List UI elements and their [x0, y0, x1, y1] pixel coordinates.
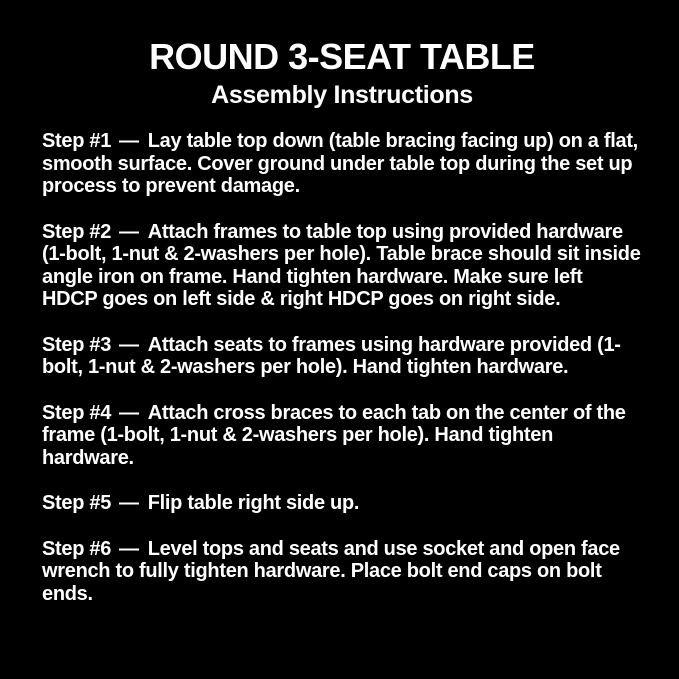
step-6-text: Level tops and seats and use socket and open face wrench to fully tighten hardware. Place bolt end caps on bolt ends.: [42, 537, 620, 605]
step-6-label: Step #6: [42, 537, 112, 560]
step-6: [42, 538, 642, 606]
step-1: [42, 130, 642, 198]
step-1-dash: —: [119, 130, 139, 152]
step-5-label: Step #5: [42, 492, 112, 514]
step-3-dash: —: [119, 333, 139, 356]
step-2-label: Step #2: [42, 220, 112, 243]
step-3: [42, 334, 642, 379]
page-subtitle: Assembly Instructions: [211, 81, 473, 109]
step-2: [42, 221, 642, 311]
step-4-label: Step #4: [42, 401, 112, 424]
step-2-text: Attach frames to table top using provided hardware (1-bolt, 1-nut & 2-washers per hole). Table brace should sit inside angle iron on frame. Hand tighten hardware. Make sure left HDCP goes on left side & right HDCP goes on right side.: [42, 220, 641, 310]
step-2-dash: —: [119, 220, 139, 243]
step-4-dash: —: [119, 401, 139, 424]
step-6-dash: —: [119, 537, 139, 560]
step-5: [42, 492, 642, 515]
step-3-text: Attach seats to frames using hardware provided (1-bolt, 1-nut & 2-washers per hole). Hand tighten hardware.: [42, 333, 621, 378]
step-1-label: Step #1: [42, 130, 112, 152]
step-4-text: Attach cross braces to each tab on the center of the frame (1-bolt, 1-nut & 2-washers per hole). Hand tighten hardware.: [42, 401, 626, 469]
step-4: [42, 402, 642, 470]
step-5-text: Flip table right side up.: [147, 492, 360, 514]
step-3-label: Step #3: [42, 333, 112, 356]
page-title: ROUND 3-SEAT TABLE: [149, 36, 535, 77]
steps-list: [42, 130, 642, 605]
step-5-dash: —: [119, 492, 139, 514]
step-1-text: Lay table top down (table bracing facing up) on a flat, smooth surface. Cover ground under table top during the set up process to prevent damage.: [42, 130, 638, 197]
